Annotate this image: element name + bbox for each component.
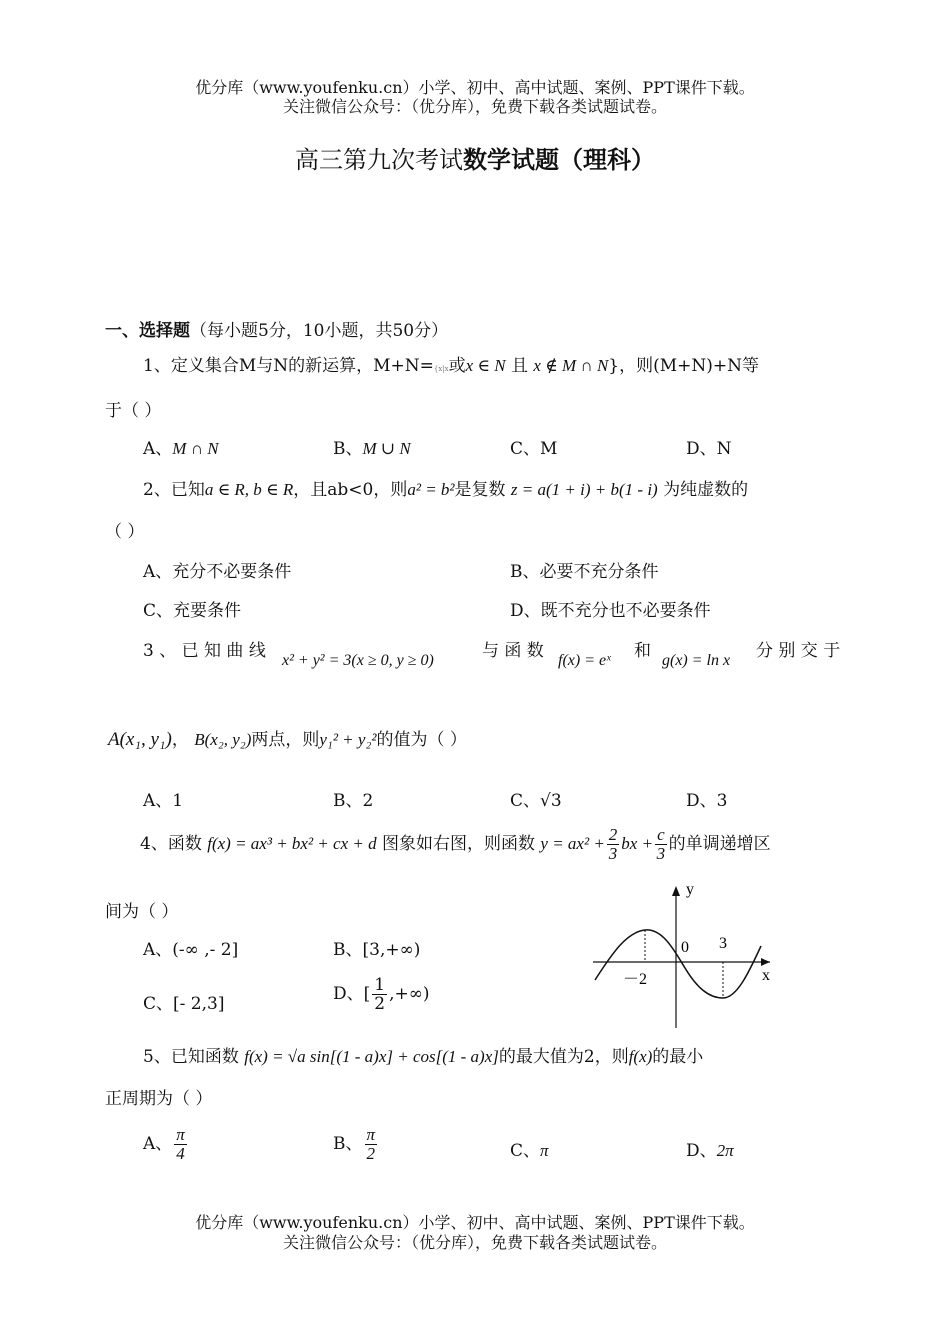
q1-option-c xyxy=(510,434,557,459)
q3-option-d xyxy=(686,786,727,811)
option-value: (-∞ ,- 2] xyxy=(172,940,239,960)
q2-math-1: a ∈ R, b ∈ R xyxy=(204,480,294,499)
q3-math-2: f(x) = eˣ xyxy=(558,652,611,669)
option-label: D、 xyxy=(686,1141,717,1161)
option-value: 2 xyxy=(362,791,374,811)
q1-math-2: x ∉ M ∩ N xyxy=(533,356,609,375)
q5-text-a: 5、已知函数 xyxy=(143,1047,239,1067)
option-value: [3,+∞) xyxy=(362,940,421,960)
option-label: B、 xyxy=(333,940,363,960)
q3-option-a xyxy=(143,786,183,811)
question-1 xyxy=(143,351,759,376)
q5-option-c xyxy=(510,1136,549,1161)
frac-den: 2 xyxy=(366,1144,376,1163)
q2-option-a xyxy=(143,557,291,582)
option-value: M ∩ N xyxy=(172,439,219,458)
q1-option-d xyxy=(686,434,732,459)
question-5 xyxy=(143,1042,703,1067)
frac-den: 3 xyxy=(656,844,666,863)
q1-text-a: 1、定义集合M与N的新运算，M+N= xyxy=(143,356,434,376)
q2-text-a: 2、已知 xyxy=(143,480,205,500)
frac-num: π xyxy=(176,1125,185,1144)
q3-math-4: A(x₁, y₁) xyxy=(108,729,172,750)
question-4 xyxy=(140,826,771,863)
option-label: A、 xyxy=(143,1134,173,1154)
option-label: C、 xyxy=(510,1141,541,1161)
q4-text-c: 的单调递增区 xyxy=(668,834,771,854)
option-label: C、 xyxy=(510,791,541,811)
option-value: M xyxy=(540,439,558,459)
option-label: C、 xyxy=(143,994,174,1014)
q3-text-e: 两点，则 xyxy=(251,730,320,750)
option-value: 3 xyxy=(716,791,728,811)
q3-math-5: B(x₂, y₂) xyxy=(194,730,252,749)
option-fraction xyxy=(365,1126,378,1163)
q1-tiny: {x|x xyxy=(433,365,449,373)
q3-text-f: 的值为（ ） xyxy=(376,730,467,750)
title-normal: 高三第九次考试 xyxy=(295,146,463,174)
q3-line-2 xyxy=(108,725,467,751)
q4-option-b xyxy=(333,935,420,960)
q2-option-c xyxy=(143,596,241,621)
footer-line-2: 关注微信公众号：（优分库），免费下载各类试题试卷。 xyxy=(282,1233,667,1252)
option-label: B、 xyxy=(333,1134,363,1154)
option-label: A、 xyxy=(143,791,173,811)
option-value: π xyxy=(540,1141,549,1160)
option-value: 充要条件 xyxy=(173,601,242,621)
option-value-post: ,+∞) xyxy=(389,984,430,1004)
option-label: A、 xyxy=(143,562,173,582)
q1-text-b: 或 xyxy=(448,356,466,376)
footer-line-1: 优分库（www.youfenku.cn）小学、初中、高中试题、案例、PPT课件下载。 xyxy=(195,1213,755,1232)
option-value: 必要不充分条件 xyxy=(539,562,659,582)
graph-tick-3: 3 xyxy=(719,935,727,952)
q5-option-b xyxy=(333,1126,379,1163)
option-fraction xyxy=(174,1126,187,1163)
graph-x-label: x xyxy=(762,967,770,984)
q5-math-1: f(x) = √a sin[(1 - a)x] + cos[(1 - a)x] xyxy=(244,1047,499,1066)
option-value-pre: [ xyxy=(363,984,371,1004)
option-label: B、 xyxy=(333,439,363,459)
q2-math-2: a² = b² xyxy=(407,480,455,499)
title-bold: 数学试题（理科） xyxy=(463,145,655,174)
q5-continuation: 正周期为（ ） xyxy=(105,1089,213,1109)
q5-math-2: f(x) xyxy=(628,1047,653,1066)
q1-text-c: 且 xyxy=(510,356,528,376)
option-value: 1 xyxy=(172,791,184,811)
q1-continuation: 于（ ） xyxy=(105,401,162,421)
option-value: [- 2,3] xyxy=(173,994,225,1014)
option-label: D、 xyxy=(686,439,717,459)
q5-option-d xyxy=(686,1136,734,1161)
q2-option-d xyxy=(510,596,711,621)
frac-den: 3 xyxy=(608,844,618,863)
q5-option-a xyxy=(143,1126,189,1163)
q5-text-c: 的最小 xyxy=(652,1047,704,1067)
q4-option-d xyxy=(333,976,430,1013)
q5-text-b: 的最大值为2，则 xyxy=(498,1047,629,1067)
header-line-1: 优分库（www.youfenku.cn）小学、初中、高中试题、案例、PPT课件下载。 xyxy=(195,78,755,97)
frac-num: 1 xyxy=(374,975,386,995)
header-line-2: 关注微信公众号：（优分库），免费下载各类试题试卷。 xyxy=(282,97,667,116)
option-label: C、 xyxy=(510,439,541,459)
section-heading xyxy=(105,316,448,341)
option-label: A、 xyxy=(143,940,173,960)
q4-text-b: 图象如右图，则函数 xyxy=(382,834,535,854)
option-label: D、 xyxy=(510,601,541,621)
q3-text-d: 分 别 交 于 xyxy=(756,641,841,661)
frac-den: 2 xyxy=(374,994,386,1014)
q2-continuation: （ ） xyxy=(105,522,145,542)
frac-num: π xyxy=(366,1125,376,1144)
graph-origin: 0 xyxy=(681,939,689,956)
q2-math-3: z = a(1 + i) + b(1 - i) xyxy=(510,480,658,499)
q4-continuation: 间为（ ） xyxy=(105,902,179,922)
frac-num: 2 xyxy=(608,825,618,844)
q3-text-c: 和 xyxy=(634,641,651,661)
option-label: B、 xyxy=(333,791,363,811)
graph-y-label: y xyxy=(686,881,694,898)
q4-option-c xyxy=(143,989,224,1014)
q4-math-2b: bx + xyxy=(621,834,654,853)
option-value: M ∪ N xyxy=(362,439,411,458)
cubic-graph xyxy=(585,880,785,1030)
q2-text-d: 为纯虚数的 xyxy=(663,480,749,500)
option-label: C、 xyxy=(143,601,174,621)
option-label: D、 xyxy=(686,791,717,811)
q4-option-a xyxy=(143,935,238,960)
curve xyxy=(595,930,761,998)
option-value: 充分不必要条件 xyxy=(172,562,292,582)
option-value: N xyxy=(716,439,732,459)
page-title xyxy=(0,140,950,175)
q4-math-1: f(x) = ax³ + bx² + cx + d xyxy=(207,834,377,853)
option-label: B、 xyxy=(510,562,540,582)
option-value: √3 xyxy=(540,791,562,811)
q2-text-c: 是复数 xyxy=(454,480,506,500)
graph-tick-neg2: －2 xyxy=(623,971,648,988)
q3-option-c xyxy=(510,786,562,811)
option-fraction xyxy=(372,976,387,1013)
option-value: 2π xyxy=(716,1141,734,1160)
q4-math-2a: y = ax² + xyxy=(540,834,605,853)
q3-text-a: 3 、 已 知 曲 线 xyxy=(143,641,266,661)
question-2 xyxy=(143,475,748,500)
frac-num: c xyxy=(657,825,665,844)
q3-math-3: g(x) = ln x xyxy=(662,652,731,669)
q1-option-b xyxy=(333,434,411,459)
q2-option-b xyxy=(510,557,659,582)
y-axis-arrow xyxy=(672,886,680,896)
option-value: 既不充分也不必要条件 xyxy=(540,601,711,621)
q3-text-b: 与 函 数 xyxy=(482,641,544,661)
q3-math-1: x² + y² = 3(x ≥ 0, y ≥ 0) xyxy=(282,652,434,669)
q1-option-a xyxy=(143,434,219,459)
section-title: 一、选择题 xyxy=(105,321,190,341)
x-axis-arrow xyxy=(761,958,770,966)
q3-math-6: y₁² + y₂² xyxy=(319,730,377,749)
q1-text-d: }，则(M+N)+N等 xyxy=(608,356,760,376)
option-label: A、 xyxy=(143,439,173,459)
option-label: D、 xyxy=(333,984,364,1004)
q4-frac-2 xyxy=(655,826,667,863)
q4-frac-1 xyxy=(607,826,620,863)
frac-den: 4 xyxy=(176,1144,185,1163)
q2-text-b: ，且ab<0，则 xyxy=(293,480,408,500)
q3-option-b xyxy=(333,786,373,811)
q3-sep: ， xyxy=(171,730,189,750)
section-note: （每小题5分，10小题，共50分） xyxy=(190,321,449,341)
q1-math-1: x ∈ N xyxy=(465,356,506,375)
q4-text-a: 4、函数 xyxy=(140,834,202,854)
